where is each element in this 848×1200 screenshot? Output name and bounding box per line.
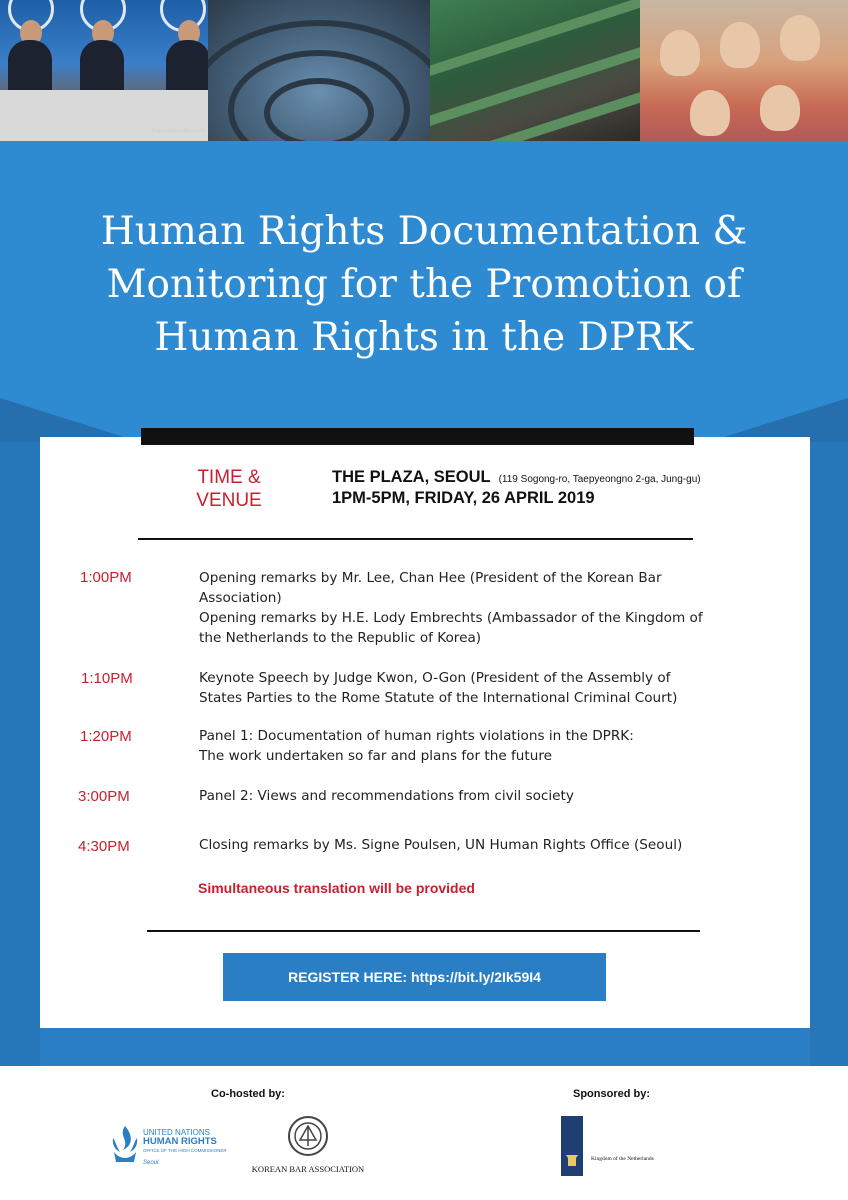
schedule-time: 4:30PM <box>78 838 130 855</box>
page-title: Human Rights Documentation & Monitoring for the Promotion of Human Rights in the DPRK <box>100 209 748 360</box>
flame-hand-icon <box>110 1124 140 1164</box>
register-button[interactable]: REGISTER HERE: https://bit.ly/2Ik59I4 <box>223 953 606 1001</box>
schedule-description: Keynote Speech by Judge Kwon, O-Gon (President of the Assembly of States Parties to the Rome Statute of the International Criminal Court) <box>199 670 678 706</box>
sponsored-label: Sponsored by: <box>573 1088 651 1100</box>
cohosted-label: Co-hosted by: <box>211 1088 285 1100</box>
schedule-time: 1:20PM <box>80 728 132 745</box>
photo-press-conference <box>0 0 208 141</box>
un-human-rights-logo: UNITED NATIONS HUMAN RIGHTS OFFICE OF THE HIGH COMMISSIONER Seoul <box>110 1124 222 1174</box>
divider <box>138 538 693 540</box>
frame-corner-left <box>0 398 140 442</box>
schedule-description: Panel 1: Documentation of human rights violations in the DPRK: The work undertaken so far and plans for the future <box>199 728 634 764</box>
photo-delegates <box>430 0 640 141</box>
translation-note: Simultaneous translation will be provided <box>198 880 475 896</box>
divider <box>147 930 700 932</box>
schedule-description: Opening remarks by Mr. Lee, Chan Hee (President of the Korean Bar Association) Opening remarks by H.E. Lody Embrechts (Ambassador of the Kingdom of the Netherlands to the Republic of Korea) <box>199 570 703 646</box>
card-top-bar <box>141 428 694 445</box>
schedule-time: 1:10PM <box>81 670 133 687</box>
schedule-description: Panel 2: Views and recommendations from civil society <box>199 788 574 804</box>
korean-bar-association-logo: KOREAN BAR ASSOCIATION <box>248 1112 368 1176</box>
photo-children <box>640 0 848 141</box>
schedule-description: Closing remarks by Ms. Signe Poulsen, UN Human Rights Office (Seoul) <box>199 837 683 853</box>
frame-corner-right <box>708 398 848 442</box>
photo-credit: Photo: UN/Jean-Marc Ferré <box>152 128 205 133</box>
venue-line <box>332 468 701 487</box>
event-datetime: 1PM-5PM, FRIDAY, 26 APRIL 2019 <box>332 489 595 507</box>
photo-council-chamber <box>208 0 430 141</box>
photo-strip <box>0 0 848 141</box>
coat-of-arms-icon <box>565 1154 579 1168</box>
venue-name: THE PLAZA, SEOUL <box>332 468 491 486</box>
kba-emblem-icon <box>286 1114 330 1158</box>
schedule-time: 1:00PM <box>80 569 132 586</box>
time-venue-label: TIME & VENUE <box>196 467 262 511</box>
venue-address: (119 Sogong-ro, Taepyeongno 2-ga, Jung-gu) <box>498 474 701 485</box>
schedule-time: 3:00PM <box>78 788 130 805</box>
netherlands-logo: Kingdom of the Netherlands <box>561 1116 681 1176</box>
